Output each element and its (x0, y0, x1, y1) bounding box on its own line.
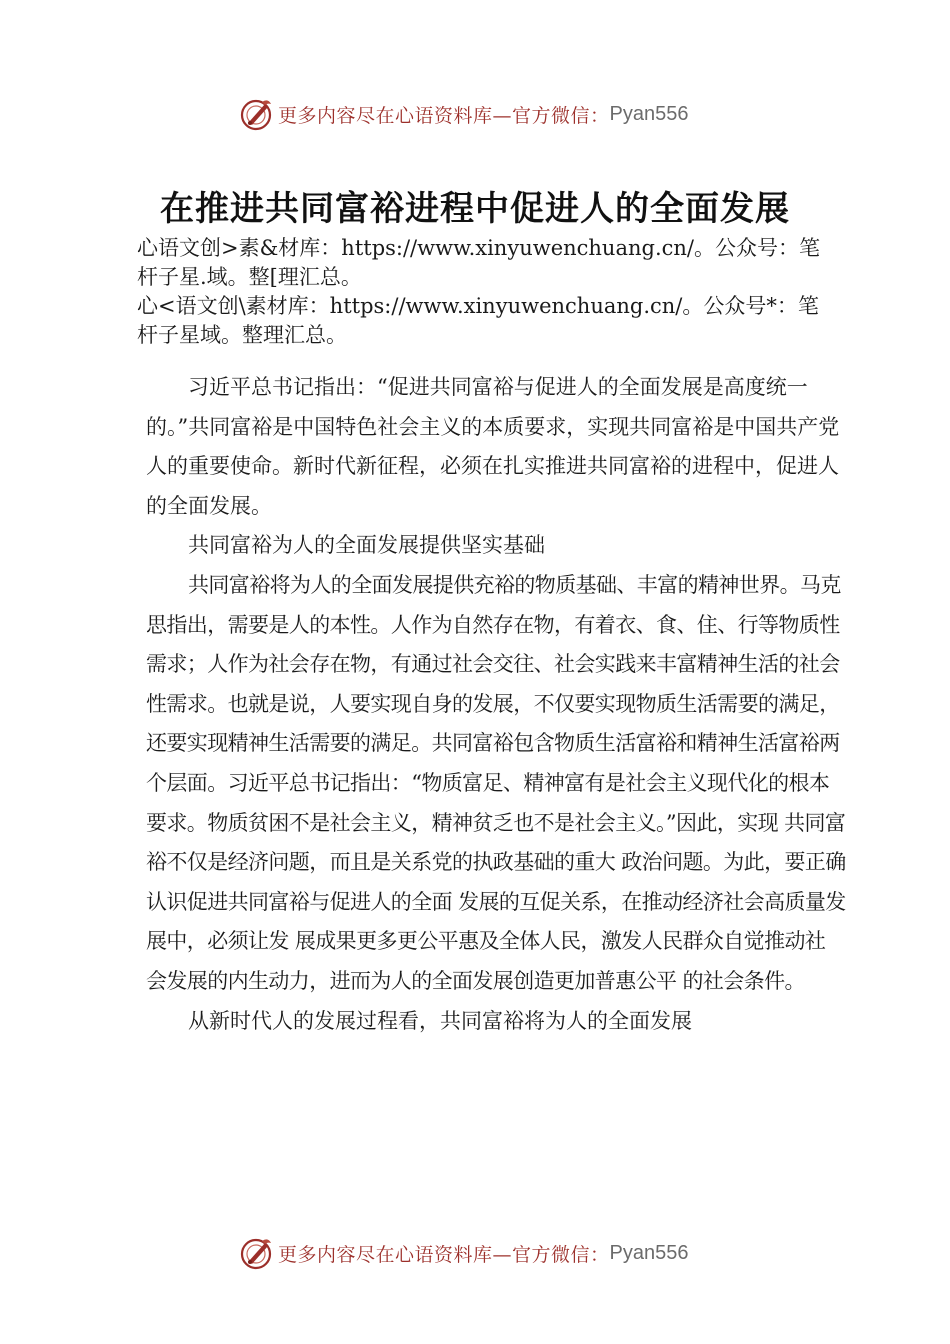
source-notes (137, 234, 837, 350)
banner-wechat-id: Pyan556 (609, 102, 689, 125)
brand-logo-icon (238, 1235, 274, 1271)
section-heading: 共同富裕为人的全面发展提供坚实基础 (188, 533, 545, 558)
paragraph: 共同富裕将为人的全面发展提供充裕的物质基础、丰富的精神世界。马克思指出，需要是人的本性。人作为自然存在物，有着衣、食、住、行等物质性需求；人作为社会存在物，有通过社会交往、社会实践来丰富精神生活的社会性需求。也就是说，人要实现自身的发展，不仅要实现物质生活需要的满足，还要实现精神生活需要的满足。共同富裕包含物质生活富裕和精神生活富裕两个层面。习近平总书记指出：“物质富足、精神富有是社会主义现代化的根本要求。物质贫困不是社会主义，精神贫乏也不是社会主义。”因此，实现 共同富裕不仅是经济问题，而且是关系党的执政基础的重大 政治问题。为此，要正确认识促进共同富裕与促进人的全面 发展的互促关系，在推动经济社会高质量发展中，必须让发 展成果更多更公平惠及全体人民，激发人民群众自觉推动社 会发展的内生动力，进而为人的全面发展创造更加普惠公平 的社会条件。 (146, 572, 846, 993)
article-body (146, 368, 846, 1041)
paragraph: 习近平总书记指出：“促进共同富裕与促进人的全面发展是高度统一的。”共同富裕是中国特色社会主义的本质要求，实现共同富裕是中国共产党人的重要使命。新时代新征程，必须在扎实推进共同富裕的进程中，促进人的全面发展。 (146, 375, 840, 518)
header-banner (238, 94, 688, 134)
brand-logo-icon (238, 96, 274, 132)
banner-wechat-id: Pyan556 (609, 1241, 689, 1264)
footer-banner (238, 1233, 688, 1273)
source-line: 心<语文创\素材库：https://www.xinyuwenchuang.cn/。公众号*：笔杆子星域。整理汇总。 (137, 294, 819, 347)
banner-slogan: 更多内容尽在心语资料库—官方微信： (278, 104, 610, 127)
document-title: 在推进共同富裕进程中促进人的全面发展 (160, 189, 790, 229)
paragraph: 从新时代人的发展过程看，共同富裕将为人的全面发展 (188, 1008, 692, 1033)
banner-slogan: 更多内容尽在心语资料库—官方微信： (278, 1243, 610, 1266)
source-line: 心语文创>素&材库：https://www.xinyuwenchuang.cn/。公众号：笔杆子星.域。整[理汇总。 (137, 236, 820, 289)
